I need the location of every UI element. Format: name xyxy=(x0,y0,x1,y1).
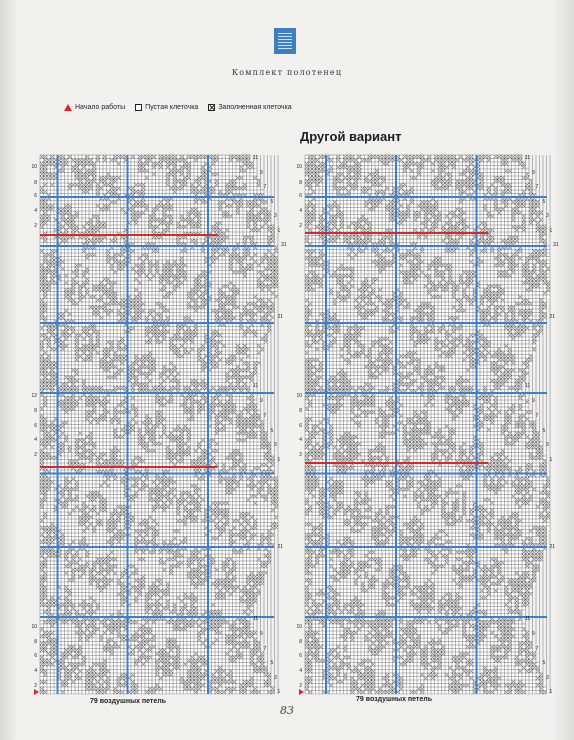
row-number-left: 4 xyxy=(34,208,37,214)
row-number-right: 31 xyxy=(553,242,559,248)
row-number-left: 4 xyxy=(34,668,37,674)
row-number-right: 9 xyxy=(260,631,263,637)
row-number-right: 1 xyxy=(549,228,553,234)
row-number-right: 11 xyxy=(253,383,259,389)
row-number-right: 11 xyxy=(525,383,531,389)
row-number-left: 10 xyxy=(31,624,37,630)
row-number-right: 21 xyxy=(277,544,284,550)
row-number-left: 12 xyxy=(31,393,37,399)
row-number-left: 8 xyxy=(34,639,37,645)
row-number-left: 10 xyxy=(296,393,302,399)
row-number-left: 2 xyxy=(299,452,302,458)
row-number-right: 3 xyxy=(274,675,277,681)
start-marker-icon xyxy=(299,689,304,695)
row-number-right: 11 xyxy=(525,616,531,622)
row-number-left: 8 xyxy=(34,180,37,186)
row-number-left: 6 xyxy=(34,653,37,659)
row-number-left: 8 xyxy=(299,408,302,414)
row-number-right: 1 xyxy=(277,689,281,695)
alternate-variant-title: Другой вариант xyxy=(300,129,402,144)
row-number-right: 1 xyxy=(277,457,281,463)
row-number-right: 9 xyxy=(532,170,535,176)
row-number-left: 4 xyxy=(34,437,37,443)
row-number-right: 7 xyxy=(263,413,267,419)
chart-right-footer: 79 воздушных петель xyxy=(356,696,433,703)
row-number-right: 21 xyxy=(549,544,556,550)
row-number-right: 5 xyxy=(270,428,274,434)
row-number-right: 7 xyxy=(535,413,539,419)
row-number-left: 4 xyxy=(299,208,302,214)
page-title: Комплект полотенец xyxy=(231,68,343,77)
row-number-right: 11 xyxy=(525,155,531,161)
row-number-left: 2 xyxy=(34,223,37,229)
chart-left xyxy=(31,155,286,695)
row-number-right: 9 xyxy=(532,398,535,404)
row-number-left: 8 xyxy=(34,408,37,414)
row-number-left: 8 xyxy=(299,639,302,645)
page-number: 83 xyxy=(280,704,294,717)
row-number-right: 7 xyxy=(263,646,267,652)
chart-right xyxy=(296,155,558,695)
row-number-left: 10 xyxy=(31,164,37,170)
row-number-left: 10 xyxy=(296,164,302,170)
row-number-right: 7 xyxy=(535,184,539,190)
start-marker-icon xyxy=(34,689,39,695)
row-number-right: 3 xyxy=(546,442,549,448)
row-number-right: 21 xyxy=(549,314,556,320)
row-number-left: 6 xyxy=(299,653,302,659)
row-number-right: 3 xyxy=(546,675,549,681)
row-number-right: 1 xyxy=(549,689,553,695)
legend-empty-label: Пустая клеточка xyxy=(145,103,199,111)
row-number-right: 21 xyxy=(277,314,284,320)
row-number-left: 6 xyxy=(299,193,302,199)
row-number-left: 6 xyxy=(34,193,37,199)
row-number-right: 11 xyxy=(253,616,259,622)
row-number-left: 4 xyxy=(299,668,302,674)
row-number-right: 3 xyxy=(274,213,277,219)
row-number-left: 10 xyxy=(296,624,302,630)
chart-left-footer: 79 воздушных петель xyxy=(90,698,167,705)
row-number-right: 9 xyxy=(532,631,535,637)
row-number-right: 9 xyxy=(260,398,263,404)
row-number-right: 11 xyxy=(253,155,259,161)
legend-filled-label: Заполненная клеточка xyxy=(218,103,292,111)
row-number-left: 6 xyxy=(34,423,37,429)
legend-start-label: Начало работы xyxy=(75,103,126,111)
row-number-right: 5 xyxy=(270,199,274,205)
row-number-right: 5 xyxy=(542,428,546,434)
row-number-right: 7 xyxy=(535,646,539,652)
row-number-right: 3 xyxy=(274,442,277,448)
row-number-right: 5 xyxy=(270,660,274,666)
row-number-right: 5 xyxy=(542,199,546,205)
row-number-left: 2 xyxy=(299,683,302,689)
row-number-left: 6 xyxy=(299,423,302,429)
row-number-right: 1 xyxy=(277,228,281,234)
row-number-right: 9 xyxy=(260,170,263,176)
row-number-left: 2 xyxy=(299,223,302,229)
row-number-left: 8 xyxy=(299,180,302,186)
row-number-right: 1 xyxy=(549,457,553,463)
row-number-right: 3 xyxy=(546,213,549,219)
row-number-right: 5 xyxy=(542,660,546,666)
row-number-left: 4 xyxy=(299,437,302,443)
row-number-left: 2 xyxy=(34,452,37,458)
row-number-right: 7 xyxy=(263,184,267,190)
row-number-right: 31 xyxy=(281,242,287,248)
row-number-left: 2 xyxy=(34,683,37,689)
